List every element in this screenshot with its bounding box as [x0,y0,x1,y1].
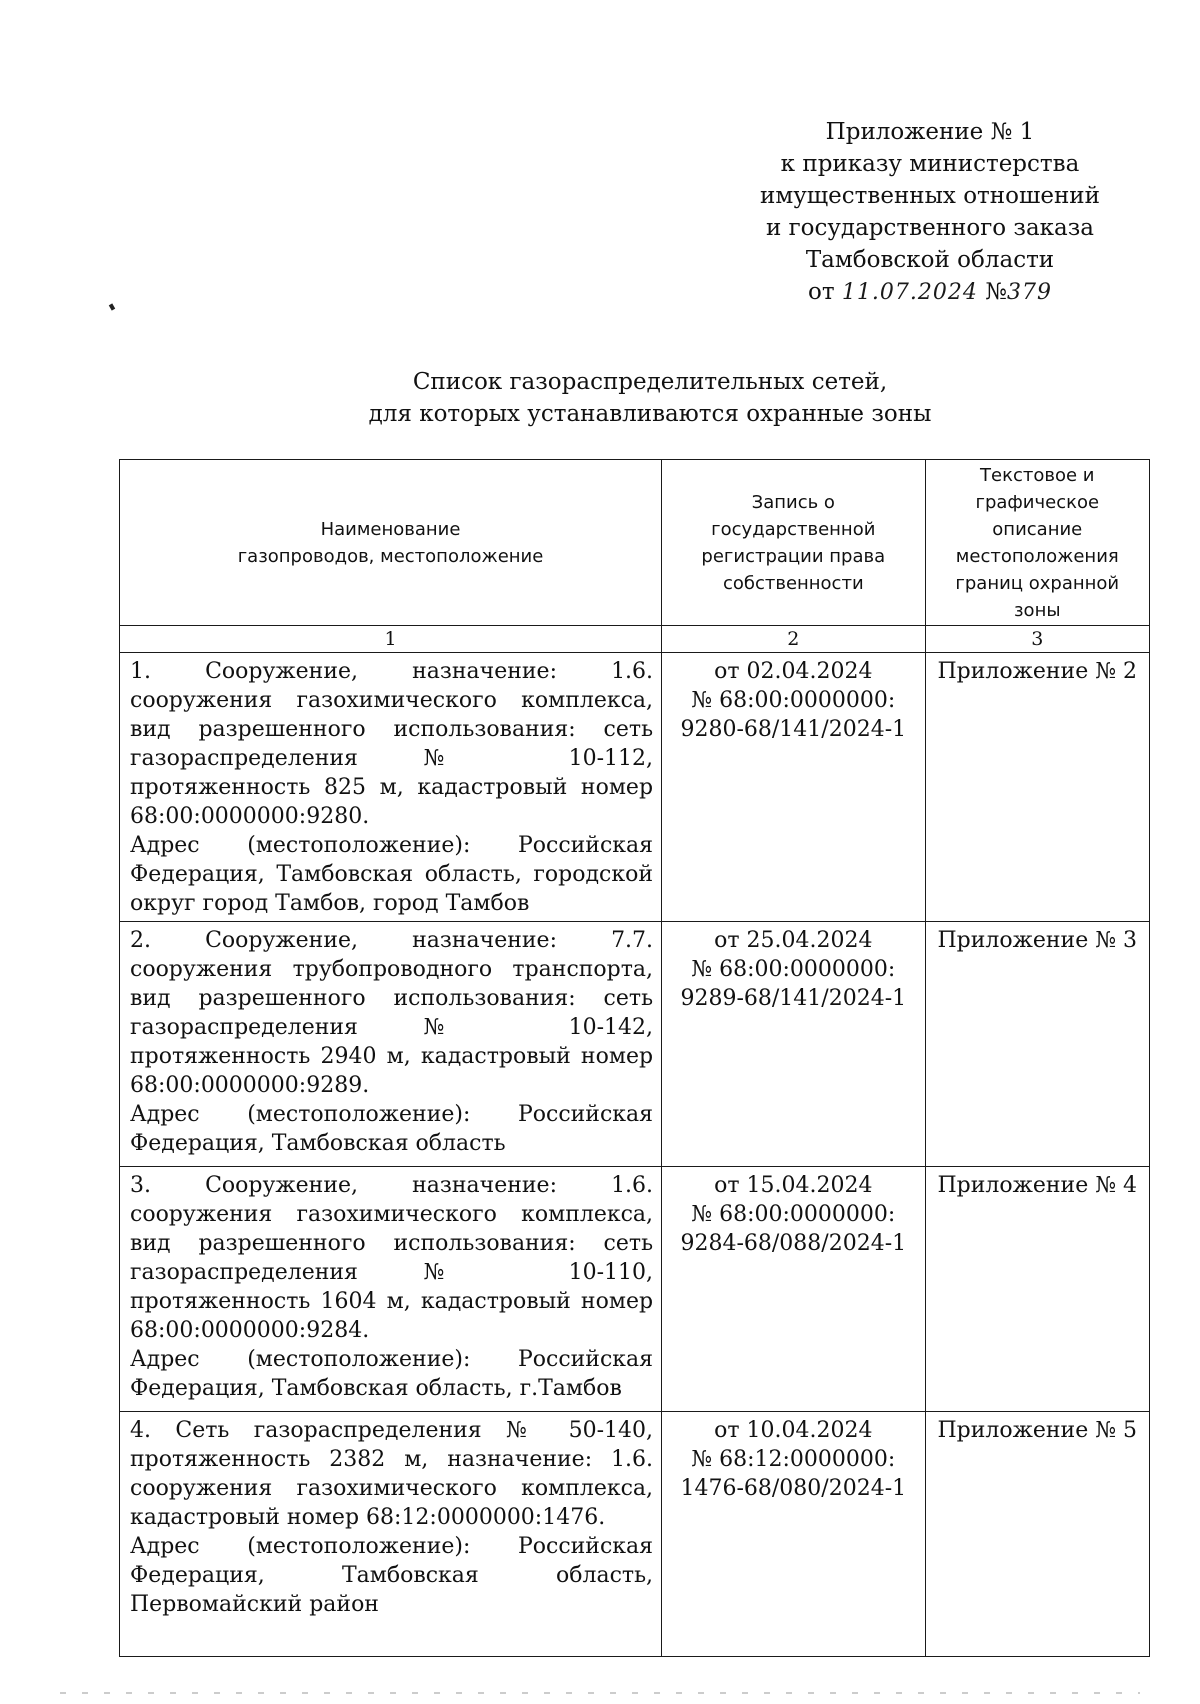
column-number: 1 [120,626,662,653]
appendix-reference: Приложение № 4 [925,1167,1149,1412]
header-name-line2: газопроводов, местоположение [237,545,544,567]
network-address: Адрес (местоположение): Российская Федерация, Тамбовская область, городской округ город Тамбов, город Тамбов [130,833,654,916]
registration-date: от 25.04.2024 [714,928,873,953]
registration-record [662,1412,926,1657]
number-prefix: № [985,279,1007,305]
handwritten-number: 379 [1006,280,1052,305]
order-reference: к приказу министерства [780,151,1080,177]
appendix-header [700,116,1160,309]
table-header-row [120,460,1150,626]
network-name: 2. Сооружение, назначение: 7.7. сооружения трубопроводного транспорта, вид разрешенного использования: сеть газораспределения № 10-142, протяженность 2940 м, кадастровый номер 68:00:0000000:9289. [130,928,654,1098]
network-address: Адрес (местоположение): Российская Федерация, Тамбовская область, г.Тамбов [130,1347,654,1401]
header-name-column [120,460,662,626]
table-row [120,653,1150,922]
header-registration-text: Запись о государственной регистрации права собственности [701,491,886,594]
appendix-number: Приложение № 1 [825,119,1035,145]
handwritten-date: 11.07.2024 [841,280,978,305]
appendix-reference: Приложение № 3 [925,922,1149,1167]
registration-record [662,653,926,922]
title-line2: для которых устанавливаются охранные зоны [368,401,932,427]
registration-number-suffix: 9280-68/141/2024-1 [680,717,907,742]
column-numbers-row [120,626,1150,653]
header-description-column [925,460,1149,626]
registration-number-suffix: 9284-68/088/2024-1 [680,1231,907,1256]
registration-date: от 02.04.2024 [714,659,873,684]
column-number: 3 [925,626,1149,653]
header-name-line1: Наименование [320,518,461,540]
ministry-name-line1: имущественных отношений [760,183,1100,209]
region-name: Тамбовской области [805,247,1055,273]
network-name: 4. Сеть газораспределения № 50-140, протяженность 2382 м, назначение: 1.6. сооружения газохимического комплекса, кадастровый номер 68:12:0000000:1476. [130,1418,654,1530]
date-prefix: от [808,279,835,305]
registration-number: № 68:00:0000000: [691,688,896,713]
header-registration-column [662,460,926,626]
registration-number-suffix: 1476-68/080/2024-1 [680,1476,907,1501]
document-title [200,366,1100,430]
scan-edge-noise [60,1692,1140,1694]
registration-number: № 68:00:0000000: [691,1202,896,1227]
order-date-line [700,276,1160,309]
network-name: 1. Сооружение, назначение: 1.6. сооружения газохимического комплекса, вид разрешенного использования: сеть газораспределения № 10-112, протяженность 825 м, кадастровый номер 68:00:0000000:9280. [130,659,654,829]
registration-record [662,1167,926,1412]
registration-number-suffix: 9289-68/141/2024-1 [680,986,907,1011]
table-row [120,1167,1150,1412]
column-number: 2 [662,626,926,653]
ministry-name-line2: и государственного заказа [765,215,1095,241]
scan-mark [109,303,115,310]
appendix-reference: Приложение № 5 [925,1412,1149,1657]
title-line1: Список газораспределительных сетей, [412,369,888,395]
registration-record [662,922,926,1167]
registration-number: № 68:12:0000000: [691,1447,896,1472]
registration-date: от 15.04.2024 [714,1173,873,1198]
table-row [120,922,1150,1167]
registration-date: от 10.04.2024 [714,1418,873,1443]
header-description-text: Текстовое и графическое описание местоположения границ охранной зоны [955,464,1120,621]
network-description [120,653,662,922]
network-address: Адрес (местоположение): Российская Федерация, Тамбовская область [130,1102,654,1156]
table-row [120,1412,1150,1657]
network-description [120,1412,662,1657]
network-address: Адрес (местоположение): Российская Федерация, Тамбовская область, Первомайский район [130,1534,654,1617]
registration-number: № 68:00:0000000: [691,957,896,982]
network-description [120,922,662,1167]
gas-networks-table [119,459,1150,1657]
network-name: 3. Сооружение, назначение: 1.6. сооружения газохимического комплекса, вид разрешенного использования: сеть газораспределения № 10-110, протяженность 1604 м, кадастровый номер 68:00:0000000:9284. [130,1173,654,1343]
network-description [120,1167,662,1412]
appendix-reference: Приложение № 2 [925,653,1149,922]
